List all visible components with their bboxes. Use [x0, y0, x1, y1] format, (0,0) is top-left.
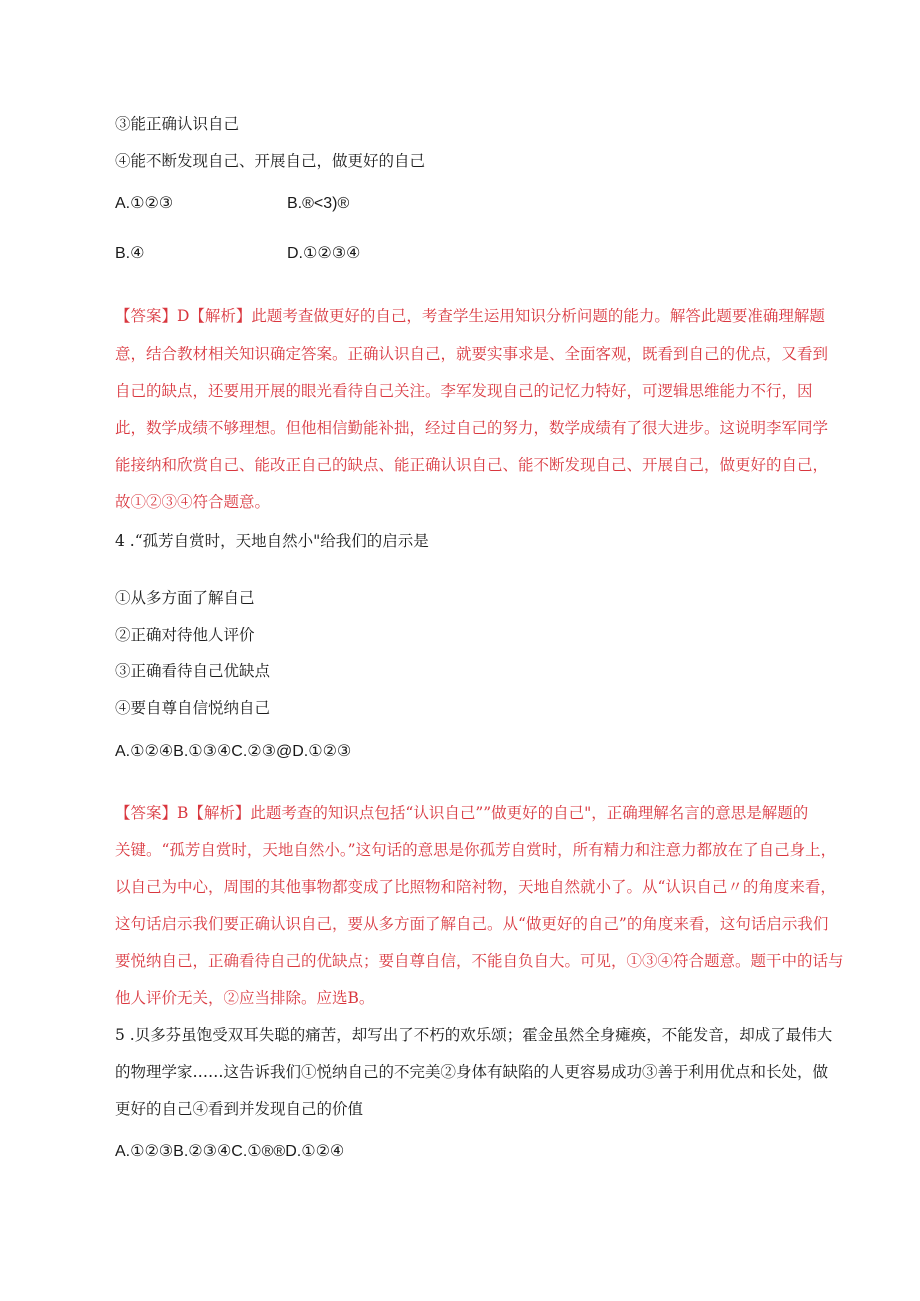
- q3-item-4: ④能不断发现自己、开展自己，做更好的自己: [115, 152, 426, 170]
- q3-option-d: D.①②③④: [287, 245, 361, 262]
- q4-options: A.①②④B.①③④C.②③@D.①②③: [115, 743, 352, 760]
- q4-answer-line: 他人评价无关，②应当排除。应选B。: [115, 989, 375, 1007]
- q3-answer-line: 【答案】D【解析】此题考查做更好的自己，考查学生运用知识分析问题的能力。解答此题要准确理解题: [115, 307, 825, 325]
- q4-answer-line: 这句话启示我们要正确认识自己，要从多方面了解自己。从“做更好的自己”的角度来看，这句话启示我们: [115, 915, 829, 933]
- q3-item-3: ③能正确认识自己: [115, 115, 240, 133]
- q4-answer-line: 要悦纳自己，正确看待自己的优缺点；要自尊自信，不能自负自大。可见，①③④符合题意。题干中的话与: [115, 952, 844, 970]
- q3-option-b: B.®<3)®: [287, 195, 350, 212]
- q3-answer-line: 此，数学成绩不够理想。但他相信勤能补拙，经过自己的努力，数学成绩有了很大进步。这说明李军同学: [115, 419, 829, 437]
- q3-answer-line: 自己的缺点，还要用开展的眼光看待自己关注。李军发现自己的记忆力特好，可逻辑思维能力不行，因: [115, 382, 813, 400]
- q5-stem-line: 的物理学家……这告诉我们①悦纳自己的不完美②身体有缺陷的人更容易成功③善于利用优点和长处，做: [115, 1063, 829, 1081]
- q4-answer-line: 关键。“孤芳自赏时，天地自然小。”这句话的意思是你孤芳自赏时，所有精力和注意力都放在了自己身上，: [115, 841, 837, 859]
- q4-item-2: ②正确对待他人评价: [115, 626, 255, 644]
- q4-item-4: ④要自尊自信悦纳自己: [115, 699, 271, 717]
- q5-stem-line: 更好的自己④看到并发现自己的价值: [115, 1100, 364, 1118]
- q4-stem: 4 .“孤芳自赏时，天地自然小"给我们的启示是: [115, 532, 429, 550]
- q3-option-c: B.④: [115, 245, 145, 262]
- q5-options: A.①②③B.②③④C.①®®D.①②④: [115, 1143, 345, 1160]
- q3-answer-line: 意，结合教材相关知识确定答案。正确认识自己，就要实事求是、全面客观，既看到自己的优点，又看到: [115, 345, 829, 363]
- q4-answer-line: 【答案】B【解析】此题考查的知识点包括“认识自己””做更好的自己"，正确理解名言的意思是解题的: [115, 804, 809, 822]
- q3-answer-line: 能接纳和欣赏自己、能改正自己的缺点、能正确认识自己、能不断发现自己、开展自己，做更好的自己，: [115, 456, 829, 474]
- q3-option-a: A.①②③: [115, 195, 174, 212]
- q3-answer-line: 故①②③④符合题意。: [115, 493, 271, 511]
- q4-item-3: ③正确看待自己优缺点: [115, 662, 271, 680]
- q5-stem-line: 5 .贝多芬虽饱受双耳失聪的痛苦，却写出了不朽的欢乐颂；霍金虽然全身瘫痪，不能发音，却成了最伟大: [115, 1026, 833, 1044]
- q4-item-1: ①从多方面了解自己: [115, 589, 255, 607]
- q4-answer-line: 以自己为中心，周围的其他事物都变成了比照物和陪衬物，天地自然就小了。从“认识自己〃的角度来看，: [115, 878, 836, 896]
